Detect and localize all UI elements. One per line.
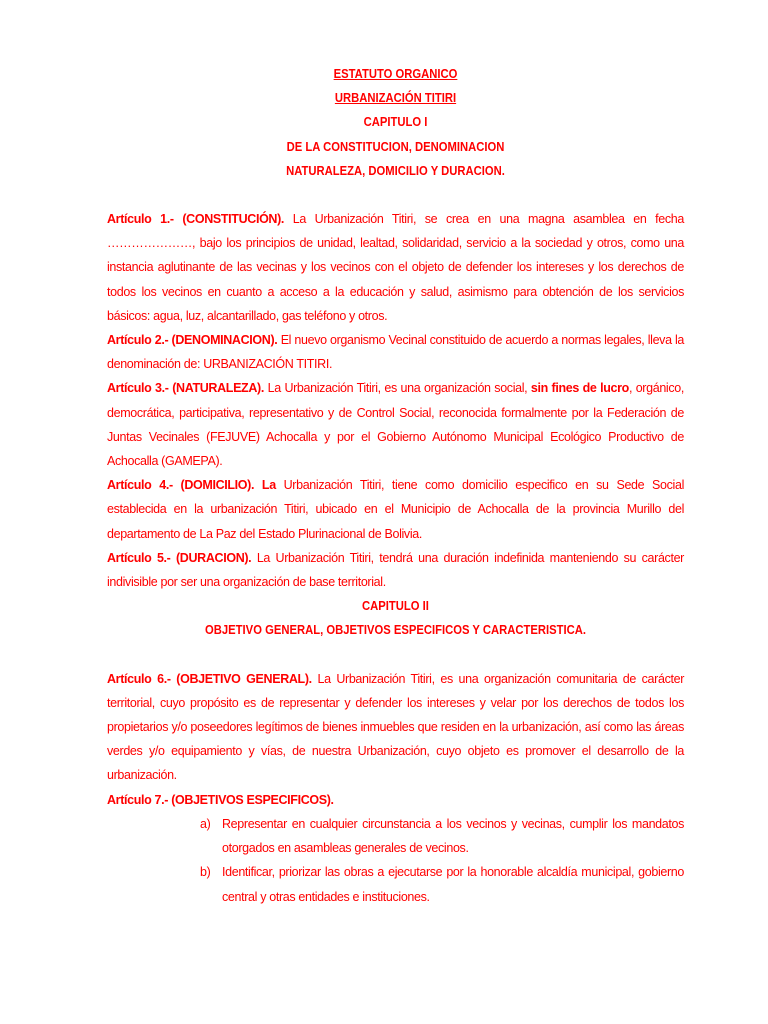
article-5 [107, 546, 684, 594]
chapter-1-heading: CAPITULO I [363, 115, 428, 130]
list-item [107, 812, 684, 860]
article-3-text-b: , orgánico, democrática, participativa, representativo y de Control Social, reconocida formalmente por la Federación de Juntas Vecinales (FEJUVE) Achocalla y por el Gobierno Autónomo Municipal Ecológico Productivo de Achocalla (GAMEPA). [107, 381, 684, 469]
list-item [107, 860, 684, 908]
list-marker: b) [200, 865, 211, 880]
chapter-1-subheading-2: NATURALEZA, DOMICILIO Y DURACION. [286, 163, 505, 178]
list-item-text: Identificar, priorizar las obras a ejecutarse por la honorable alcaldía municipal, gobierno central y otras entidades e instituciones. [222, 865, 684, 904]
article-2-label: Artículo 2.- (DENOMINACION). [107, 333, 278, 348]
article-4-text: Urbanización Titiri, tiene como domicilio especifico en su Sede Social establecida en la urbanización Titiri, ubicado en el Municipio de Achocalla de la provincia Murillo del departamento de La Paz del Estado Plurinacional de Bolivia. [107, 478, 684, 541]
list-marker: a) [200, 816, 211, 831]
chapter-1-subheading-1: DE LA CONSTITUCION, DENOMINACION [286, 139, 505, 154]
article-3-emphasis: sin fines de lucro [530, 381, 629, 396]
article-3-text-a: La Urbanización Titiri, es una organización social, [263, 381, 531, 396]
article-5-text: La Urbanización Titiri, tendrá una duración indefinida manteniendo su carácter indivisible por ser una organización de base territorial. [107, 550, 684, 590]
article-1 [107, 207, 684, 328]
chapter-2-subheading: OBJETIVO GENERAL, OBJETIVOS ESPECIFICOS Y CARACTERISTICA. [205, 623, 586, 638]
article-6-text: La Urbanización Titiri, es una organización comunitaria de carácter territorial, cuyo propósito es de representar y defender los intereses y velar por los derechos de todos los propietarios y/o poseedores legítimos de bienes inmuebles que residen en la urbanización, así como las áreas verdes y/o equipamiento y vías, de nuestra Urbanización, cuyo objeto es promover el desarrollo de la urbanización. [107, 671, 685, 783]
article-1-label: Artículo 1.- (CONSTITUCIÓN). [107, 212, 285, 227]
chapter-2-heading: CAPITULO II [362, 599, 429, 614]
article-7-list [107, 812, 684, 909]
article-4-label: Artículo 4.- (DOMICILIO). La [107, 478, 276, 493]
article-7-label: Artículo 7.- (OBJETIVOS ESPECIFICOS). [107, 792, 334, 807]
article-7 [107, 788, 684, 812]
article-6-label: Artículo 6.- (OBJETIVO GENERAL). [107, 671, 312, 686]
doc-title: ESTATUTO ORGANICO [333, 67, 458, 81]
doc-subtitle: URBANIZACIÓN TITIRI [334, 91, 457, 106]
article-1-text: La Urbanización Titiri, se crea en una magna asamblea en fecha …………………, bajo los principios de unidad, lealtad, solidaridad, servicio a la sociedad y otros, como una instancia aglutinante de las vecinas y los vecinos con el objeto de defender los intereses y los derechos de todos los vecinos en cuanto a acceso a la educación y salud, asimismo para obtención de los servicios básicos: agua, luz, alcantarillado, gas teléfono y otros. [107, 212, 685, 323]
list-item-text: Representar en cualquier circunstancia a los vecinos y vecinas, cumplir los mandatos otorgados en asambleas generales de vecinos. [222, 816, 684, 856]
article-3 [107, 376, 684, 473]
article-5-label: Artículo 5.- (DURACION). [107, 550, 252, 565]
article-6 [107, 667, 684, 788]
article-4 [107, 473, 684, 546]
article-3-label: Artículo 3.- (NATURALEZA). [107, 381, 264, 396]
article-2-text: El nuevo organismo Vecinal constituido de acuerdo a normas legales, lleva la denominación de: URBANIZACIÓN TITIRI. [107, 333, 684, 372]
article-2 [107, 328, 684, 376]
